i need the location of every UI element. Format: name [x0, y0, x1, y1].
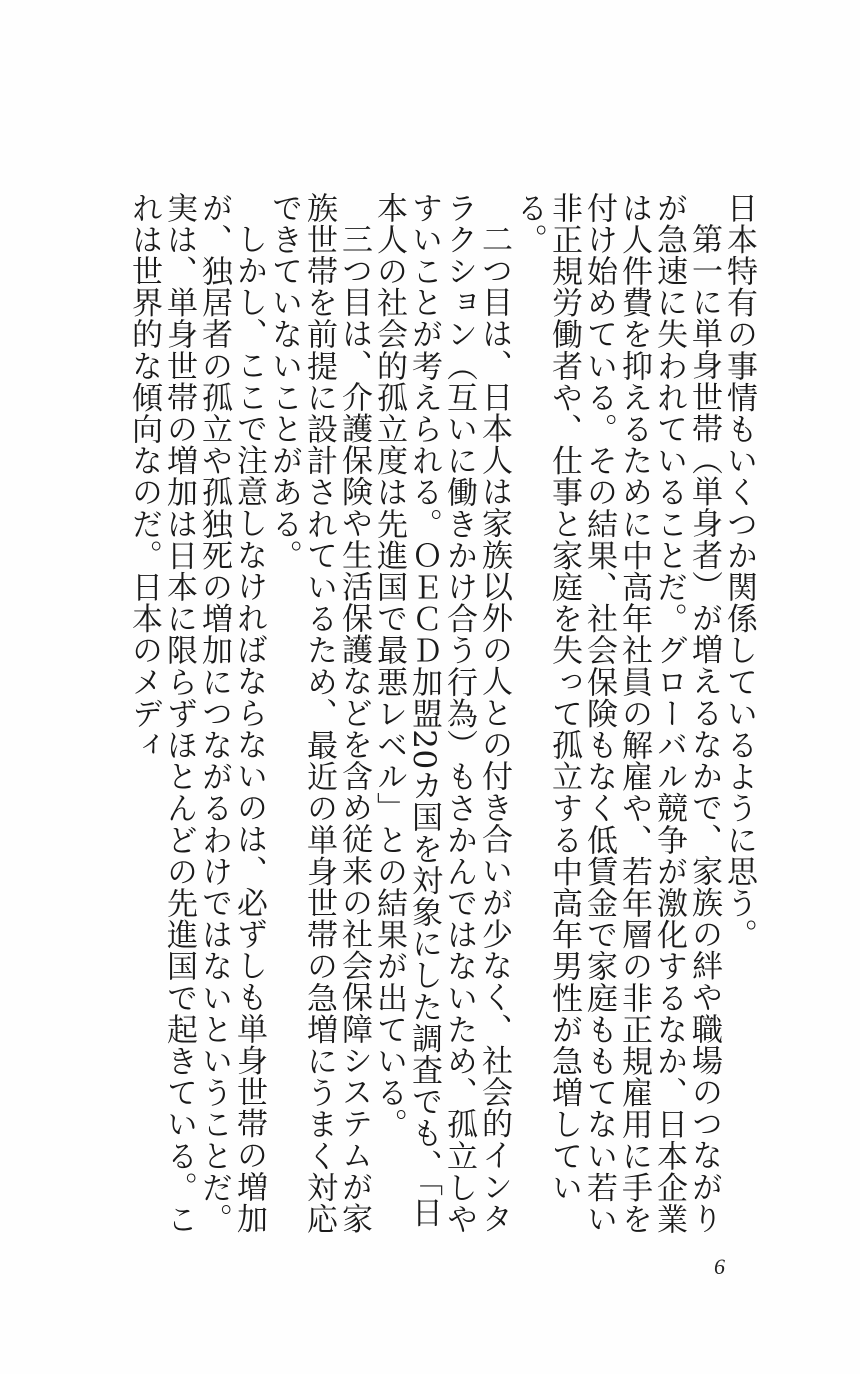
paragraph-second-reason: 二つ目は、日本人は家族以外の人との付き合いが少なく、社会的インタラクション（互いに働きかけ合う行為）もさかんではないため、孤立しやすいことが考えられる。ＯＥＣＤ加盟20カ国を対象にした調査でも、「日本人の社会的孤立度は先進国で最悪レベル」との結果が出ている。	[371, 192, 512, 1235]
paragraph-first-reason: 第一に単身世帯（単身者）が増えるなかで、家族の絆や職場のつながりが急速に失われていることだ。グローバル競争が激化するなか、日本企業は人件費を抑えるために中高年社員の解雇や、若年層の非正規雇用に手を付け始めている。その結果、社会保険もなく低賃金で家庭ももてない若い非正規労働者や、仕事と家庭を失って孤立する中高年男性が急増している。	[511, 192, 722, 1235]
paragraph-however: しかし、ここで注意しなければならないのは、必ずしも単身世帯の増加が、独居者の孤立や孤独死の増加につながるわけではないということだ。実は、単身世帯の増加は日本に限らずほとんどの先進国で起きている。これは世界的な傾向なのだ。日本のメディ	[126, 192, 267, 1235]
page-number: 6	[714, 1254, 725, 1279]
paragraph-intro: 日本特有の事情もいくつか関係しているように思う。	[721, 192, 757, 951]
vertical-text-body	[126, 192, 756, 1252]
paragraph-third-reason: 三つ目は、介護保険や生活保護などを含め従来の社会保障システムが家族世帯を前提に設計されているため、最近の単身世帯の急増にうまく対応できていないことがある。	[266, 192, 372, 1235]
